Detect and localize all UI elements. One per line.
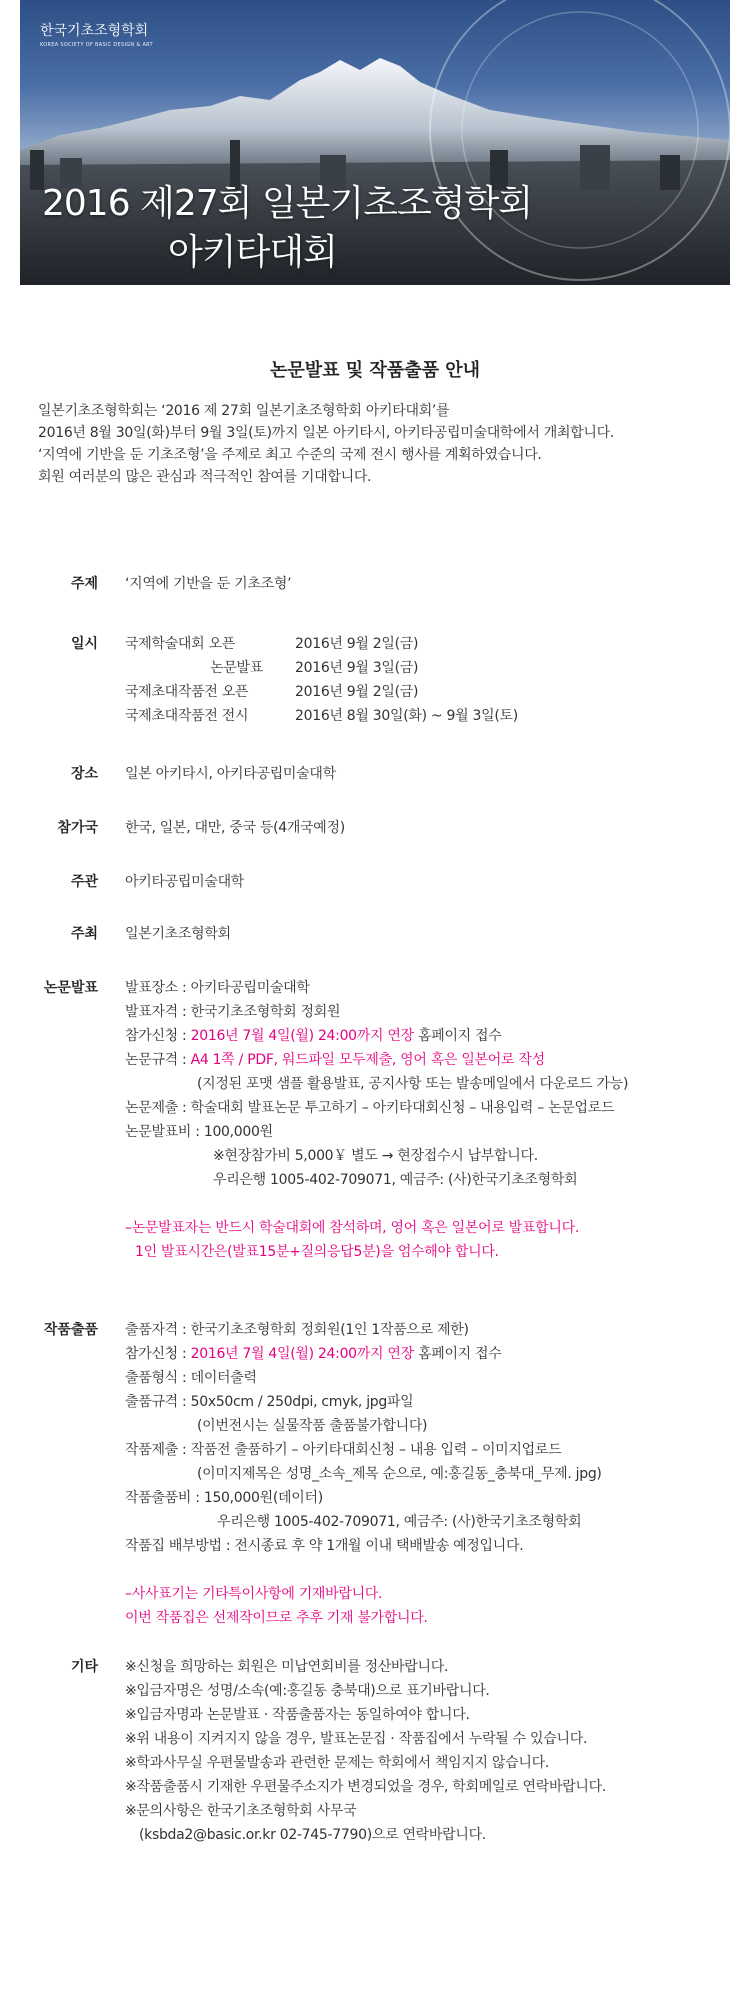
countries-value: 한국, 일본, 대만, 중국 등(4개국예정) — [125, 820, 345, 836]
page-heading: 논문발표 및 작품출품 안내 — [269, 360, 481, 381]
paper-apply-deadline: 2016년 7월 4일(월) 24:00까지 연장 — [190, 1028, 414, 1044]
schedule-item — [125, 680, 418, 704]
banner-subtitle: 아키타대회 — [168, 232, 337, 273]
intro-paragraph — [38, 400, 614, 488]
schedule-item — [125, 632, 418, 656]
paper-notice: –논문발표자는 반드시 학술대회에 참석하며, 영어 혹은 일본어로 발표합니다. — [125, 1220, 579, 1236]
schedule-item-date: 2016년 8월 30일(화) ~ 9월 3일(토) — [295, 708, 518, 724]
paper-venue: 발표장소 : 아키타공립미술대학 — [125, 980, 310, 996]
logo-english-text: KOREA SOCIETY OF BASIC DESIGN & ART — [40, 42, 153, 48]
schedule-item — [125, 704, 518, 728]
schedule-label: 일시 — [70, 636, 98, 652]
intro-line: 2016년 8월 30일(화)부터 9월 3일(토)까지 일본 아키타시, 아키타공립미술대학에서 개최합니다. — [38, 425, 615, 441]
artwork-spec: 출품규격 : 50x50cm / 250dpi, cmyk, jpg파일 — [125, 1394, 414, 1410]
paper-apply — [125, 1024, 628, 1048]
paper-bank-info: 우리은행 1005-402-709071, 예금주: (사)한국기초조형학회 — [213, 1172, 578, 1188]
schedule-item-name: 국제초대작품전 오픈 — [125, 684, 249, 700]
artwork-qualification: 출품자격 : 한국기초조형학회 정회원(1인 1작품으로 제한) — [125, 1322, 469, 1338]
schedule-item-name: 논문발표 — [210, 660, 263, 676]
host-value: 일본기초조형학회 — [125, 926, 231, 942]
etc-item: ※입금자명은 성명/소속(예:홍길동 충북대)으로 표기바랍니다. — [125, 1683, 490, 1699]
theme-label: 주제 — [70, 576, 98, 592]
artwork-submit-note: (이미지제목은 성명_소속_제목 순으로, 예:홍길동_충북대_무제. jpg) — [197, 1466, 602, 1482]
schedule-list — [125, 632, 518, 728]
etc-label: 기타 — [70, 1659, 98, 1675]
organizer-value: 아키타공립미술대학 — [125, 874, 245, 890]
schedule-item-date: 2016년 9월 2일(금) — [295, 684, 419, 700]
etc-item: ※문의사항은 한국기초조형학회 사무국 — [125, 1803, 357, 1819]
artwork-apply-label: 참가신청 : — [125, 1346, 191, 1362]
header-banner — [20, 0, 730, 285]
etc-item: ※작품출품시 기재한 우편물주소지가 변경되었을 경우, 학회메일로 연락바랍니다. — [125, 1779, 607, 1795]
society-logo — [40, 20, 153, 48]
artwork-apply — [125, 1342, 602, 1366]
artwork-catalog: 작품집 배부방법 : 전시종료 후 약 1개월 이내 택배발송 예정입니다. — [125, 1538, 524, 1554]
organizer-label: 주관 — [70, 874, 98, 890]
artwork-form: 출품형식 : 데이터출력 — [125, 1370, 257, 1386]
artwork-spec-note: (이번전시는 실물작품 출품불가합니다) — [197, 1418, 428, 1434]
venue-value: 일본 아키타시, 아키타공립미술대학 — [125, 766, 336, 782]
intro-line: ‘지역에 기반을 둔 기초조형’을 주제로 최고 수준의 국제 전시 행사를 계획하였습니다. — [38, 447, 542, 463]
etc-item: ※위 내용이 지켜지지 않을 경우, 발표논문집 · 작품집에서 누락될 수 있습니다. — [125, 1731, 588, 1747]
artwork-submit: 작품제출 : 작품전 출품하기 – 아키타대회신청 – 내용 입력 – 이미지업로드 — [125, 1442, 562, 1458]
schedule-item-date: 2016년 9월 3일(금) — [295, 660, 419, 676]
artwork-details — [125, 1318, 602, 1630]
intro-line: 일본기초조형학회는 ‘2016 제 27회 일본기초조형학회 아키타대회’를 — [38, 403, 450, 419]
paper-format-spec: A4 1쪽 / PDF, 워드파일 모두제출, 영어 혹은 일본어로 작성 — [190, 1052, 545, 1068]
paper-apply-label: 참가신청 : — [125, 1028, 191, 1044]
etc-item: ※입금자명과 논문발표 · 작품출품자는 동일하여야 합니다. — [125, 1707, 470, 1723]
paper-details — [125, 976, 628, 1264]
artwork-notice: –사사표기는 기타특이사항에 기재바랍니다. — [125, 1586, 383, 1602]
paper-format-label: 논문규격 : — [125, 1052, 191, 1068]
banner-title: 2016 제27회 일본기초조형학회 — [42, 183, 533, 224]
artwork-label: 작품출품 — [43, 1322, 98, 1338]
etc-item: ※학과사무실 우편물발송과 관련한 문제는 학회에서 책임지지 않습니다. — [125, 1755, 549, 1771]
paper-fee: 논문발표비 : 100,000원 — [125, 1124, 273, 1140]
artwork-bank-info: 우리은행 1005-402-709071, 예금주: (사)한국기초조형학회 — [217, 1514, 582, 1530]
paper-qualification: 발표자격 : 한국기초조형학회 정회원 — [125, 1004, 341, 1020]
paper-apply-method: 홈페이지 접수 — [413, 1028, 502, 1044]
etc-item: ※신청을 희망하는 회원은 미납연회비를 정산바랍니다. — [125, 1659, 449, 1675]
schedule-item-name: 국제초대작품전 전시 — [125, 708, 249, 724]
host-label: 주최 — [70, 926, 98, 942]
artwork-apply-method: 홈페이지 접수 — [413, 1346, 502, 1362]
theme-value: ‘지역에 기반을 둔 기초조형’ — [125, 576, 292, 592]
etc-contact: (ksbda2@basic.or.kr 02-745-7790)으로 연락바랍니다. — [139, 1827, 486, 1843]
logo-korean-text: 한국기초조형학회 — [40, 23, 149, 39]
artwork-notice: 이번 작품집은 선제작이므로 추후 기재 불가합니다. — [125, 1610, 428, 1626]
spacer — [125, 1558, 602, 1582]
paper-format-note: (지정된 포맷 샘플 활용발표, 공지사항 또는 발송메일에서 다운로드 가능) — [197, 1076, 629, 1092]
countries-label: 참가국 — [57, 820, 98, 836]
etc-list — [125, 1655, 606, 1847]
schedule-item-date: 2016년 9월 2일(금) — [295, 636, 419, 652]
schedule-item — [125, 656, 418, 680]
paper-label: 논문발표 — [43, 980, 98, 996]
artwork-apply-deadline: 2016년 7월 4일(월) 24:00까지 연장 — [190, 1346, 414, 1362]
paper-notice: 1인 발표시간은(발표15분+질의응답5분)을 엄수해야 합니다. — [135, 1244, 499, 1260]
artwork-fee: 작품출품비 : 150,000원(데이터) — [125, 1490, 323, 1506]
intro-line: 회원 여러분의 많은 관심과 적극적인 참여를 기대합니다. — [38, 469, 372, 485]
paper-fee-note: ※현장참가비 5,000￥ 별도 → 현장접수시 납부합니다. — [213, 1148, 538, 1164]
paper-format — [125, 1048, 628, 1072]
venue-label: 장소 — [70, 766, 98, 782]
paper-submit: 논문제출 : 학술대회 발표논문 투고하기 – 아키타대회신청 – 내용입력 – 논문업로드 — [125, 1100, 615, 1116]
schedule-item-name: 국제학술대회 오픈 — [125, 636, 235, 652]
spacer — [125, 1192, 628, 1216]
